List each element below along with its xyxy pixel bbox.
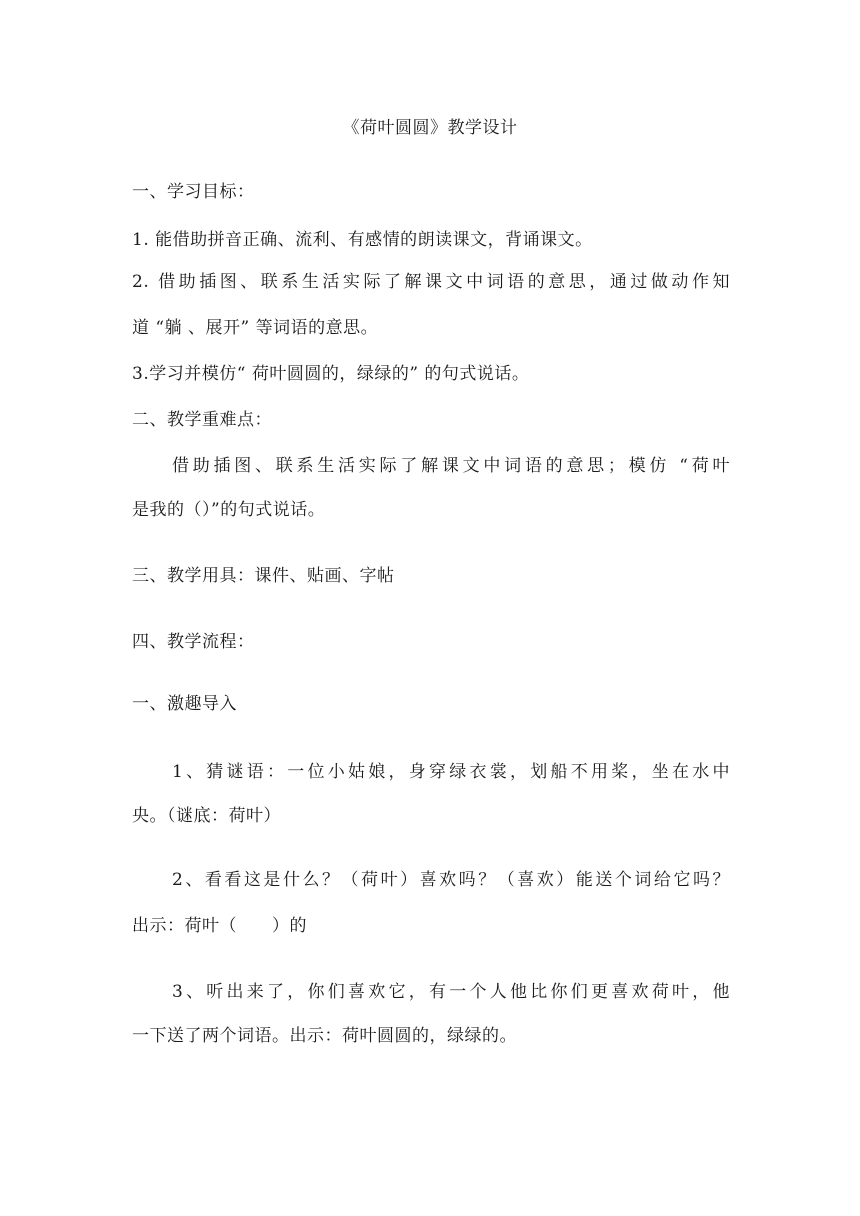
- step-1-line-2: 央。（谜底：荷叶）: [132, 806, 281, 826]
- part-heading-intro: 一、激趣导入: [132, 694, 237, 714]
- goal-item-2-line-1: 2. 借助插图、联系生活实际了解课文中词语的意思，通过做动作知: [132, 272, 730, 292]
- goal-item-1: 1. 能借助拼音正确、流利、有感情的朗读课文，背诵课文。: [132, 230, 593, 250]
- section-heading-goals: 一、学习目标：: [132, 182, 255, 202]
- step-2-line-1: 2、看看这是什么？（荷叶）喜欢吗？（喜欢）能送个词给它吗？: [172, 870, 730, 890]
- key-points-line-2: 是我的（）”的句式说话。: [132, 500, 326, 520]
- key-points-line-1: 借助插图、联系生活实际了解课文中词语的意思；模仿 “荷叶: [172, 456, 730, 476]
- step-1-line-1: 1、猜谜语：一位小姑娘，身穿绿衣裳，划船不用桨，坐在水中: [172, 762, 730, 782]
- section-teaching-tools: 三、教学用具：课件、贴画、字帖: [132, 566, 395, 586]
- goal-item-2-line-2: 道 “躺 、展开” 等词语的意思。: [132, 318, 379, 338]
- section-heading-process: 四、教学流程：: [132, 632, 255, 652]
- goal-item-3: 3.学习并模仿“ 荷叶圆圆的，绿绿的” 的句式说话。: [132, 364, 530, 384]
- step-3-line-1: 3、听出来了，你们喜欢它，有一个人他比你们更喜欢荷叶，他: [172, 982, 730, 1002]
- step-3-line-2: 一下送了两个词语。出示：荷叶圆圆的，绿绿的。: [132, 1026, 517, 1046]
- section-heading-key-points: 二、教学重难点：: [132, 410, 272, 430]
- document-title: 《荷叶圆圆》教学设计: [342, 118, 518, 138]
- step-2-line-2: 出示：荷叶（ ）的: [132, 916, 307, 936]
